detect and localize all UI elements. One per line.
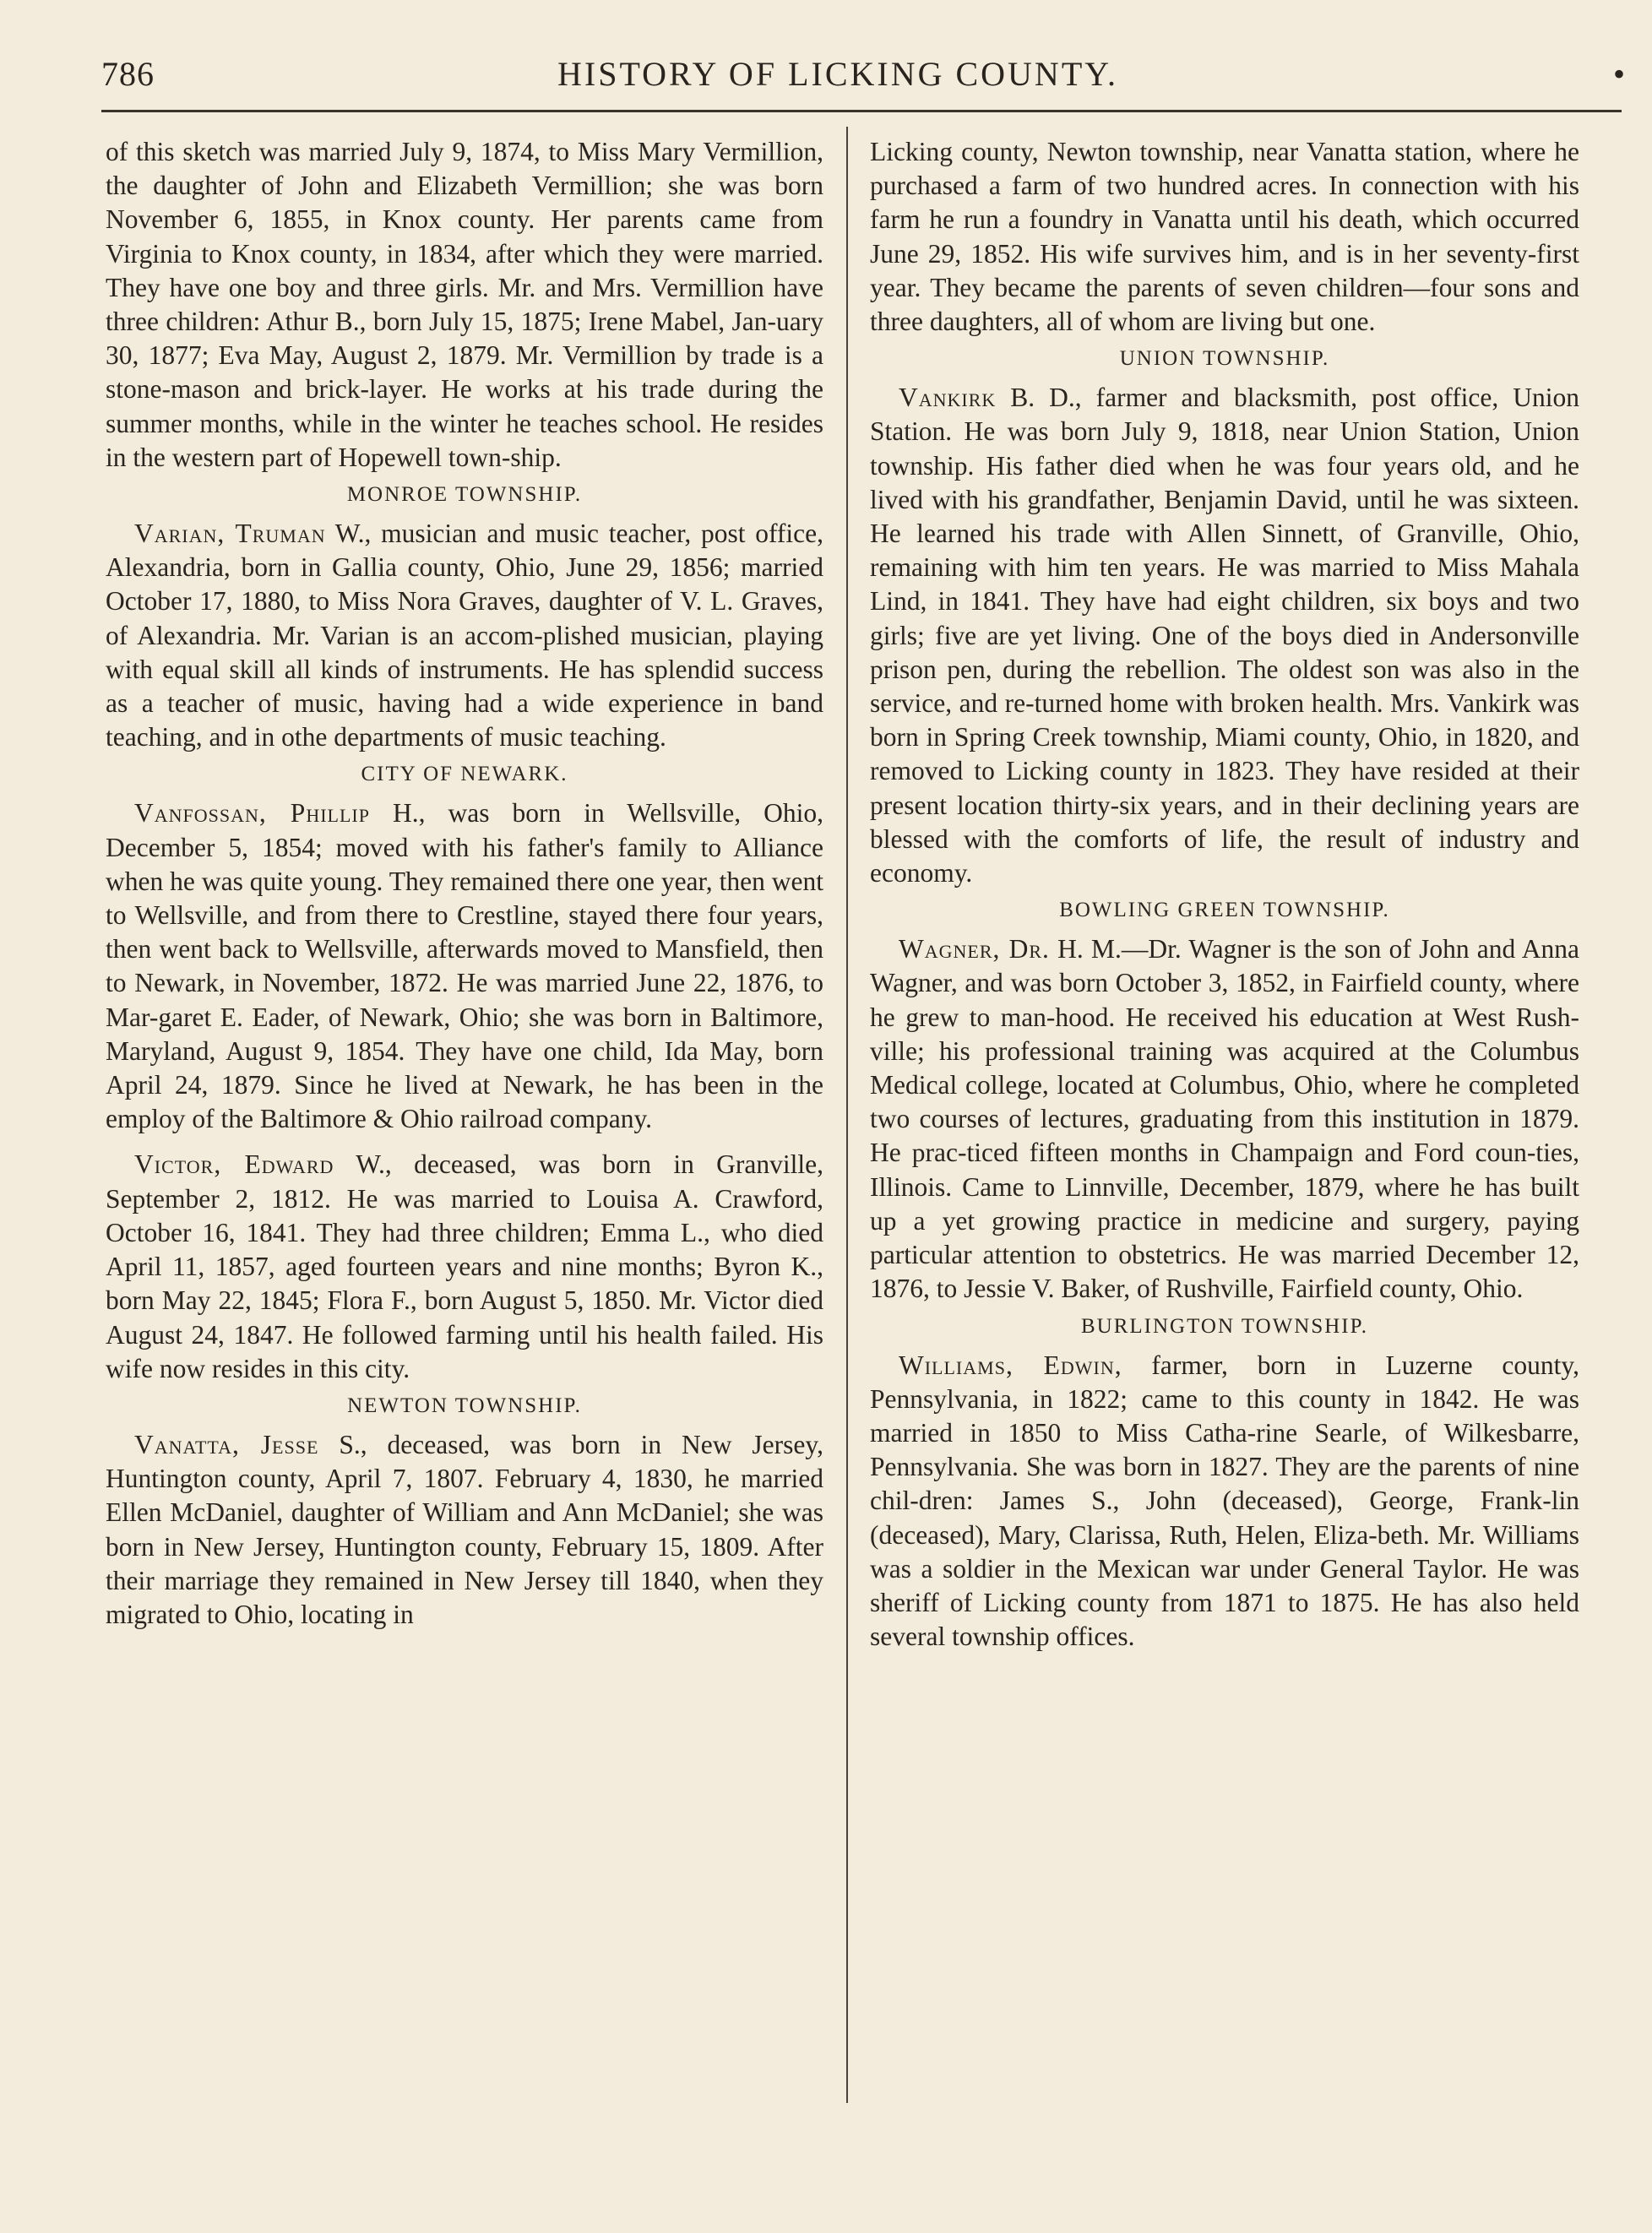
paragraph-vanatta-continued: Licking county, Newton township, near Vanatta station, where he purchased a farm of two hundred acres. In connection with his farm he run a foundry in Vanatta until his death, which occurred June 29, 1852. His wife survives him, and is in her seventy-first year. They became the parents of seven children—four sons and three daughters, all of whom are living but one.	[870, 137, 1579, 337]
entry-vanatta	[106, 1428, 823, 1632]
entry-text: B. D., farmer and blacksmith, post office, Union Station. He was born July 9, 1818, near Union Station, Union township. His father died when he was four years old, and he lived with his grandfather, Benjamin David, until he was sixteen. He learned his trade with Allen Sinnett, of Granville, Ohio, remaining with him ten years. He was married to Miss Mahala Lind, in 1841. They have had eight children, six boys and two girls; five are yet living. One of the boys died in Andersonville prison pen, during the rebellion. The oldest son was also in the service, and re-turned home with broken health. Mrs. Vankirk was born in Spring Creek township, Miami county, Ohio, in 1820, and removed to Licking county in 1823. They have resided at their present location thirty-six years, and in their declining years are blessed with the comforts of life, the result of industry and economy.	[870, 383, 1579, 888]
section-heading-monroe: MONROE TOWNSHIP.	[346, 483, 583, 507]
entry-name: Williams, Edwin,	[899, 1350, 1122, 1380]
entry-name: Vankirk	[899, 383, 997, 413]
section-heading-bowling-green: BOWLING GREEN TOWNSHIP.	[1059, 899, 1390, 922]
page-header	[101, 42, 1626, 112]
entry-name: Varian, Truman	[134, 519, 326, 549]
header-dot: •	[1613, 55, 1626, 93]
entry-name: Vanatta, Jesse	[134, 1429, 319, 1459]
entry-text: S., deceased, was born in New Jersey, Huntington county, April 7, 1807. February 4, 1830, he married Ellen McDaniel, daughter of William and Ann McDaniel; she was born in New Jersey, Huntington county, February 15, 1809. After their marriage they remained in New Jersey till 1840, when they migrated to Ohio, locating in	[106, 1429, 823, 1629]
entry-wagner	[870, 932, 1579, 1306]
section-heading-union: UNION TOWNSHIP.	[1119, 347, 1330, 371]
entry-text: W., deceased, was born in Granville, September 2, 1812. He was married to Louisa A. Crawford, October 16, 1841. They had three children; Emma L., who died April 11, 1857, aged fourteen years and nine months; Byron K., born May 22, 1845; Flora F., born August 5, 1850. Mr. Victor died August 24, 1847. He followed farming until his health failed. His wife now resides in this city.	[106, 1149, 823, 1383]
entry-text: H. M.—Dr. Wagner is the son of John and Anna Wagner, and was born October 3, 1852, in Fairfield county, where he grew to man-hood. He received his education at West Rush-ville; his professional training was acquired at the Columbus Medical college, located at Columbus, Ohio, where he completed two courses of lectures, graduating from this institution in 1879. He prac-ticed fifteen months in Champaign and Ford coun-ties, Illinois. Came to Linnville, December, 1879, where he has built up a yet growing practice in medicine and surgery, paying particular attention to obstetrics. He was married December 12, 1876, to Jessie V. Baker, of Rushville, Fairfield county, Ohio.	[870, 934, 1579, 1304]
section-heading-burlington: BURLINGTON TOWNSHIP.	[1080, 1314, 1369, 1338]
entry-victor	[106, 1148, 823, 1385]
entry-vankirk	[870, 381, 1579, 890]
running-title: HISTORY OF LICKING COUNTY.	[557, 55, 1118, 93]
entry-name: Wagner, Dr.	[899, 934, 1050, 964]
section-heading-newton: NEWTON TOWNSHIP.	[347, 1394, 582, 1417]
entry-varian	[106, 517, 823, 754]
paragraph-vermillion-continued: of this sketch was married July 9, 1874, to Miss Mary Vermillion, the daughter of John and Elizabeth Vermillion; she was born November 6, 1855, in Knox county. Her parents came from Virginia to Knox county, in 1834, after which they were married. They have one boy and three girls. Mr. and Mrs. Vermillion have three children: Athur B., born July 15, 1875; Irene Mabel, Jan-uary 30, 1877; Eva May, August 2, 1879. Mr. Vermillion by trade is a stone-mason and brick-layer. He works at his trade during the summer months, while in the winter he teaches school. He resides in the western part of Hopewell town-ship.	[106, 137, 823, 472]
entry-text: W., musician and music teacher, post office, Alexandria, born in Gallia county, Ohio, June 29, 1856; married October 17, 1880, to Miss Nora Graves, daughter of V. L. Graves, of Alexandria. Mr. Varian is an accom-plished musician, playing with equal skill all kinds of instruments. He has splendid success as a teacher of music, having had a wide experience in band teaching, and in othe departments of music teaching.	[106, 519, 823, 752]
entry-text: farmer, born in Luzerne county, Pennsylvania, in 1822; came to this county in 1842. He was married in 1850 to Miss Catha-rine Searle, of Wilkesbarre, Pennsylvania. She was born in 1827. They are the parents of nine chil-dren: James S., John (deceased), George, Frank-lin (deceased), Mary, Clarissa, Ruth, Helen, Eliza-beth. Mr. Williams was a soldier in the Mexican war under General Taylor. He was sheriff of Licking county from 1871 to 1875. He has also held several township offices.	[870, 1350, 1579, 1652]
column-divider	[846, 127, 848, 2103]
page-number: 786	[101, 55, 155, 93]
entry-vanfossan	[106, 796, 823, 1136]
section-heading-newark: CITY OF NEWARK.	[361, 763, 568, 786]
left-column	[106, 135, 823, 1632]
entry-name: Victor, Edward	[134, 1149, 334, 1180]
right-column	[870, 135, 1579, 1654]
entry-text: H., was born in Wellsville, Ohio, December 5, 1854; moved with his father's family to Alliance when he was quite young. They remained there one year, then went to Wellsville, and from there to Crestline, stayed there four years, then went back to Wellsville, afterwards moved to Mansfield, then to Newark, in November, 1872. He was married June 22, 1876, to Mar-garet E. Eader, of Newark, Ohio; she was born in Baltimore, Maryland, August 9, 1854. They have one child, Ida May, born April 24, 1879. Since he lived at Newark, he has been in the employ of the Baltimore & Ohio railroad company.	[106, 798, 823, 1134]
entry-williams	[870, 1349, 1579, 1654]
entry-name: Vanfossan, Phillip	[134, 798, 370, 829]
